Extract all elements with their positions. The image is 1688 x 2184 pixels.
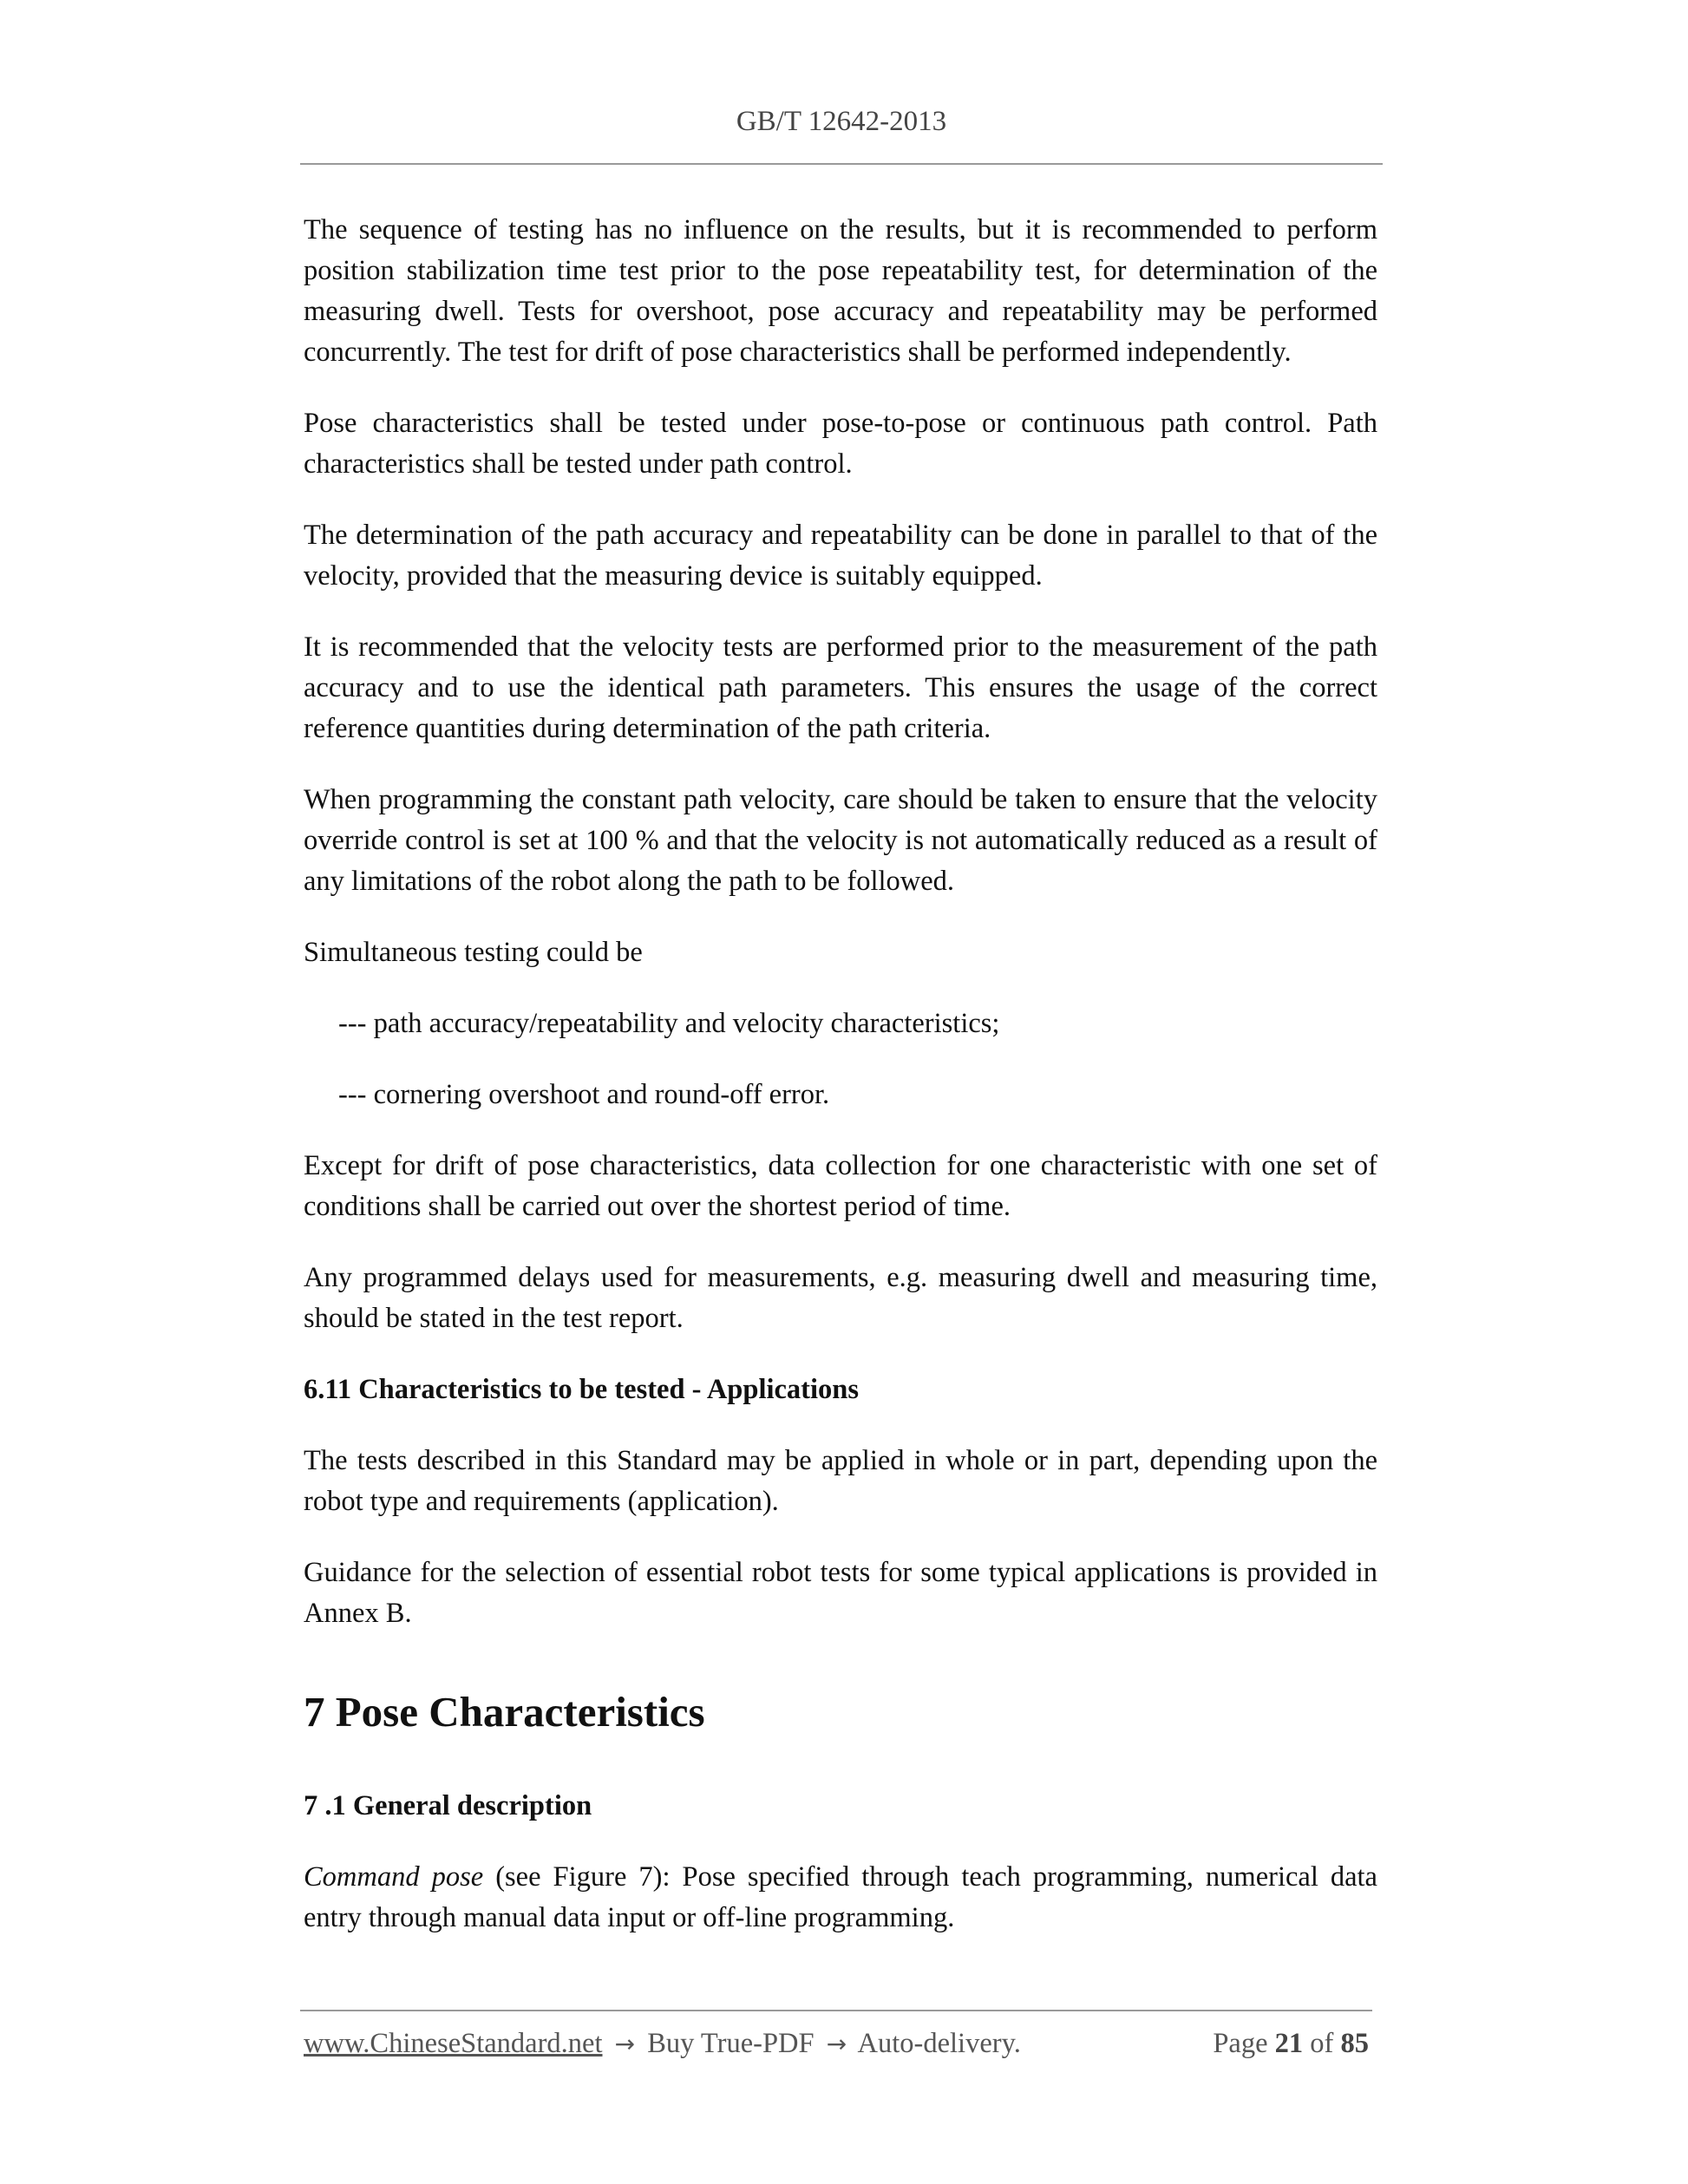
paragraph: When programming the constant path velocity, care should be taken to ensure that the velocity override control is set at 100 % and that the velocity is not automatically reduced as a result of any limitations of the robot along the path to be followed. xyxy=(304,784,1377,897)
paragraph: Guidance for the selection of essential robot tests for some typical applications is provided in Annex B. xyxy=(304,1557,1377,1629)
paragraph: Any programmed delays used for measurements, e.g. measuring dwell and measuring time, should be stated in the test report. xyxy=(304,1262,1377,1334)
section-heading-6-11: 6.11 Characteristics to be tested - Applications xyxy=(304,1374,860,1405)
section-heading-7-1: 7 .1 General description xyxy=(304,1790,592,1821)
defined-term: Command pose xyxy=(304,1861,484,1893)
current-page: 21 xyxy=(1274,2028,1304,2059)
paragraph: The determination of the path accuracy and repeatability can be done in parallel to that of the velocity, provided that the measuring device is suitably equipped. xyxy=(304,520,1377,592)
paragraph: Pose characteristics shall be tested under pose-to-pose or continuous path control. Path characteristics shall be tested under path control. xyxy=(304,408,1377,480)
list-item: --- path accuracy/repeatability and velocity characteristics; xyxy=(338,1008,1000,1039)
arrow-right-icon: → xyxy=(614,2030,636,2058)
auto-delivery-text: Auto-delivery. xyxy=(857,2028,1021,2059)
buy-pdf-text: Buy True-PDF xyxy=(647,2028,815,2059)
paragraph: Except for drift of pose characteristics, data collection for one characteristic with one set of conditions shall be carried out over the shortest period of time. xyxy=(304,1150,1377,1222)
paragraph: Simultaneous testing could be xyxy=(304,937,643,968)
total-pages: 85 xyxy=(1340,2028,1369,2059)
definition-paragraph xyxy=(304,1857,1377,1939)
list-item: --- cornering overshoot and round-off error. xyxy=(338,1079,830,1110)
page-header: GB/T 12642-2013 xyxy=(736,106,947,137)
paragraph: The sequence of testing has no influence on the results, but it is recommended to perform position stabilization time test prior to the pose repeatability test, for determination of the measuring dwell. Tests for overshoot, pose accuracy and repeatability may be performed concurrently. The test for drift of pose characteristics shall be performed independently. xyxy=(304,214,1377,368)
page-number xyxy=(1213,2028,1369,2060)
footer-links xyxy=(304,2028,1021,2060)
paragraph: The tests described in this Standard may be applied in whole or in part, depending upon the robot type and requirements (application). xyxy=(304,1445,1377,1517)
definition-text: (see Figure 7): Pose specified through teach programming, numerical data entry through manual data input or off-line programming. xyxy=(304,1861,1377,1933)
of-label: of xyxy=(1310,2028,1334,2059)
paragraph: It is recommended that the velocity tests are performed prior to the measurement of the path accuracy and to use the identical path parameters. This ensures the usage of the correct reference quantities during determination of the path criteria. xyxy=(304,631,1377,744)
header-divider xyxy=(300,163,1383,165)
site-link[interactable]: www.ChineseStandard.net xyxy=(304,2028,603,2059)
chapter-heading-7: 7 Pose Characteristics xyxy=(304,1688,705,1736)
page-body xyxy=(304,210,1377,1969)
footer-divider xyxy=(300,2010,1372,2011)
page-label: Page xyxy=(1213,2028,1268,2059)
arrow-right-icon: → xyxy=(826,2030,847,2058)
